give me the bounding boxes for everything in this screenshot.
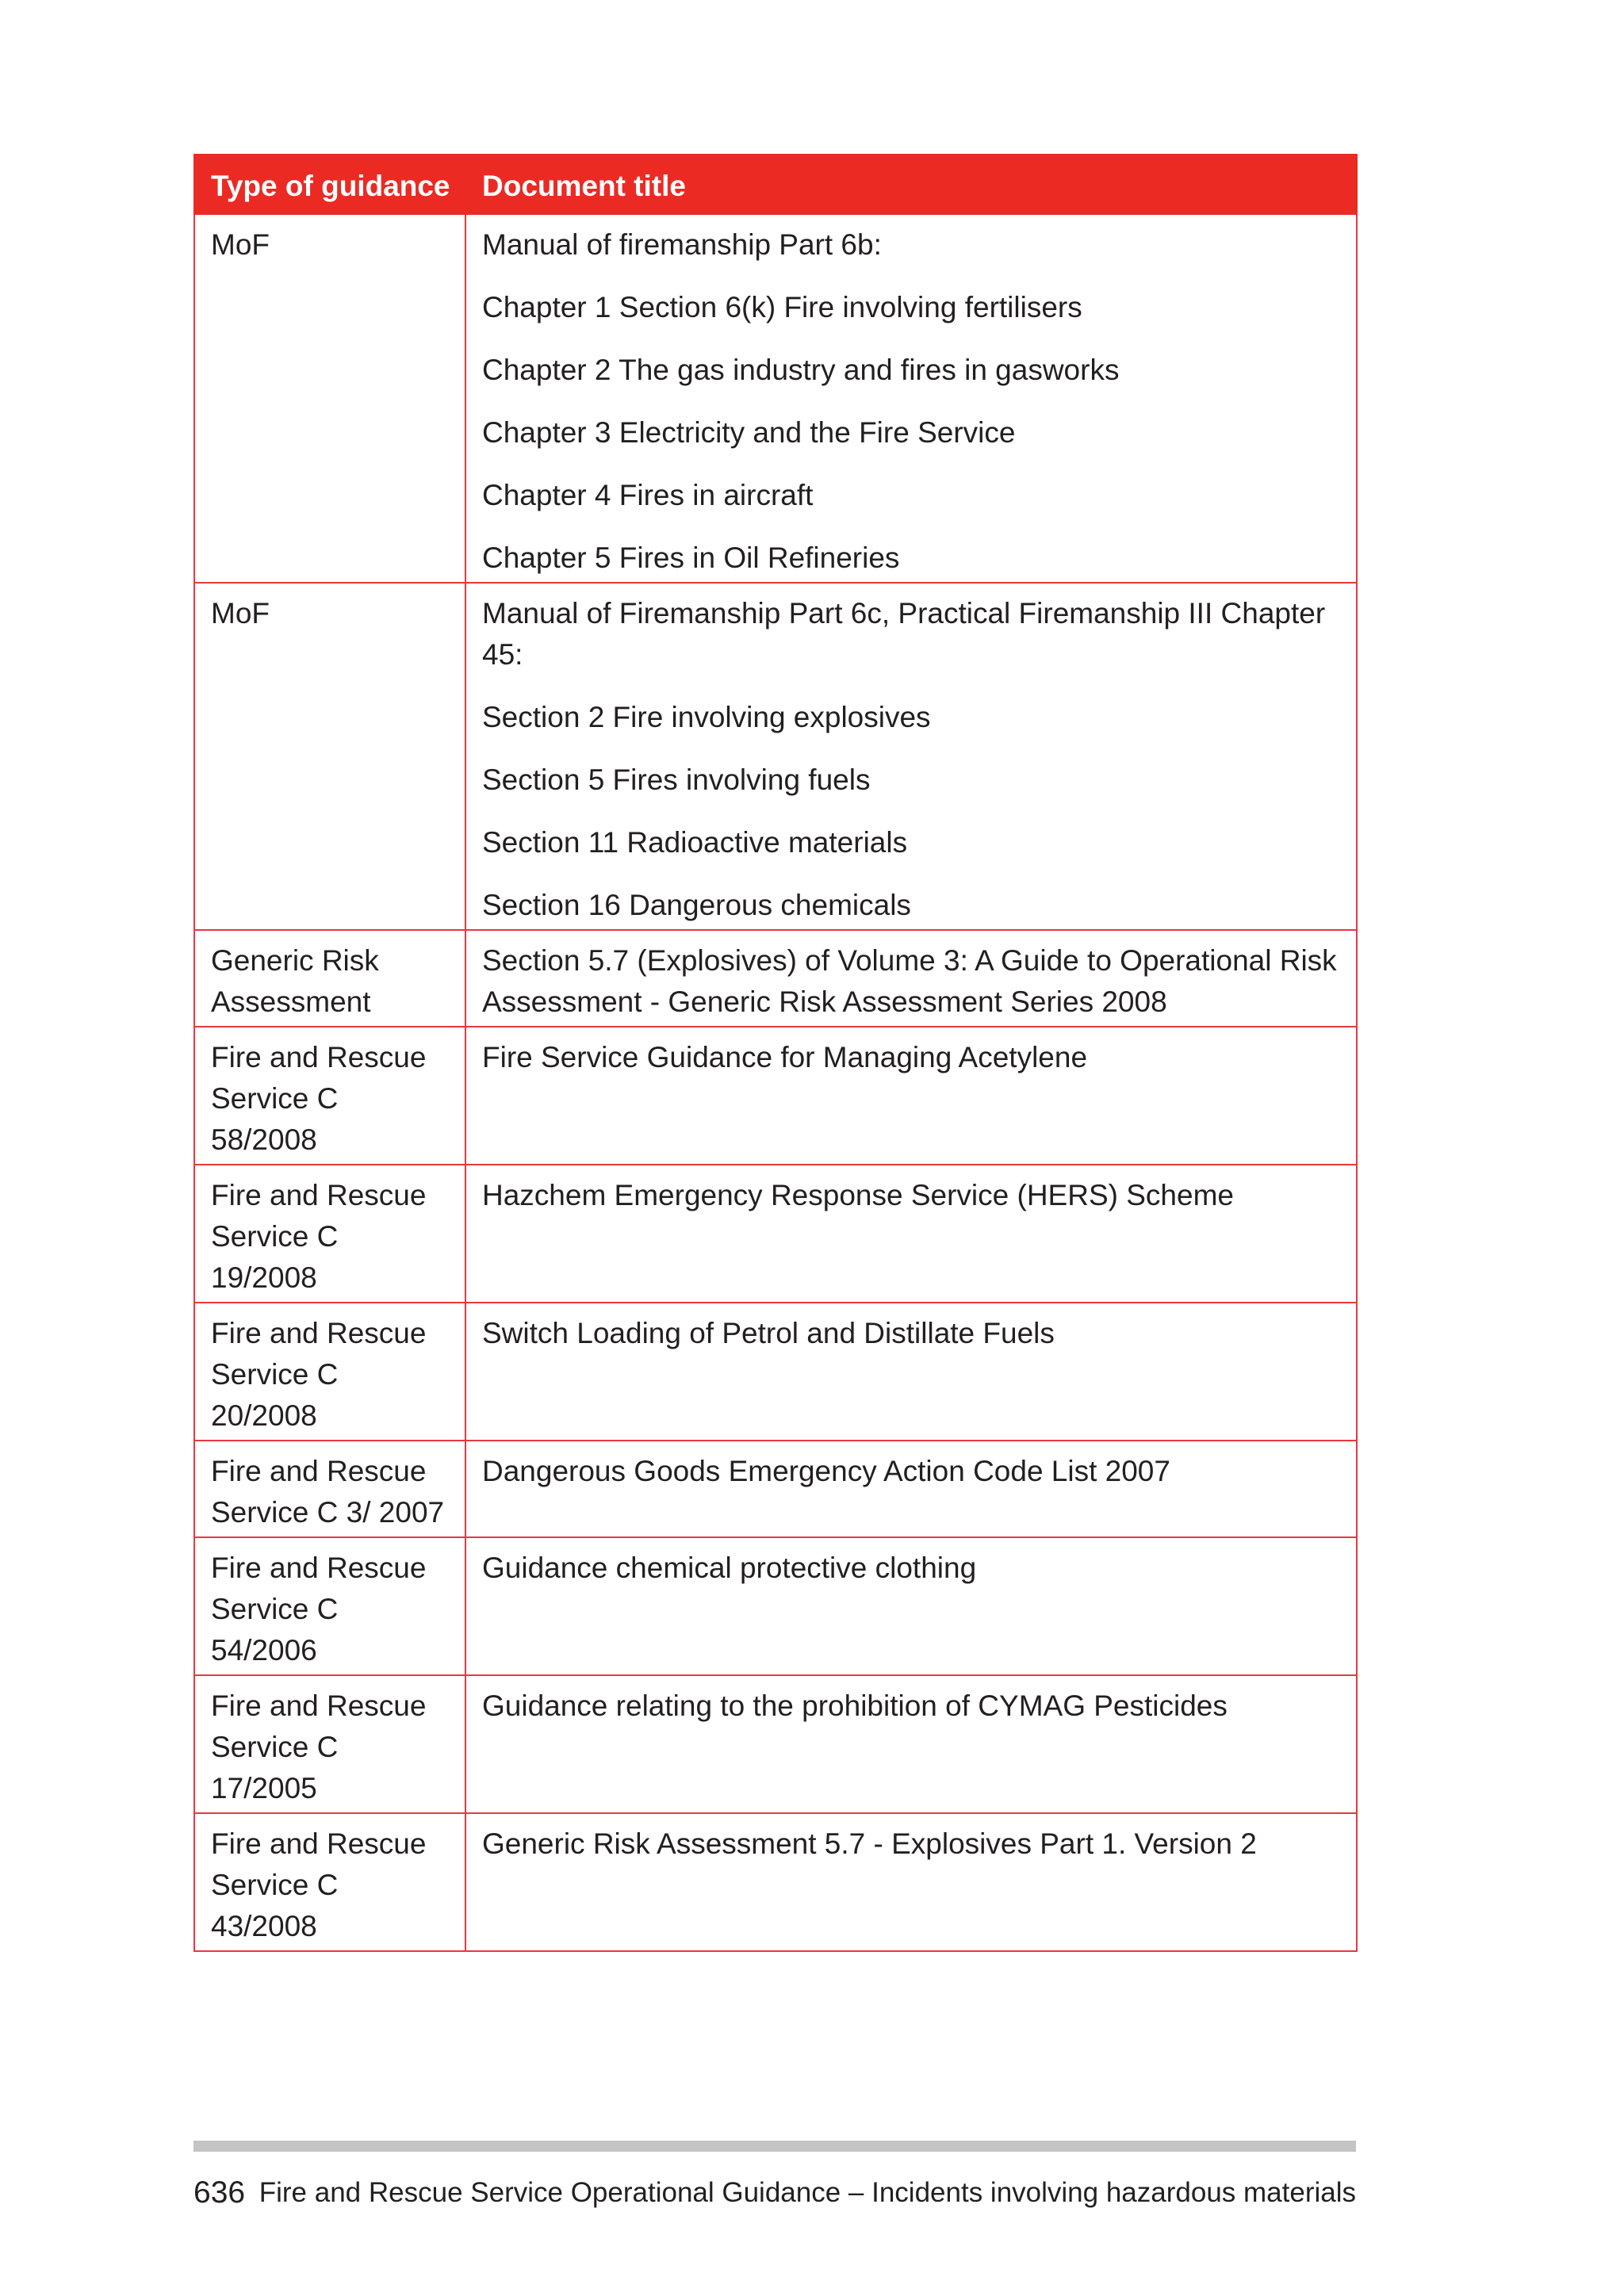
table-row bbox=[194, 930, 1357, 1027]
title-line: Section 11 Radioactive materials bbox=[482, 826, 908, 859]
type-cell bbox=[194, 583, 465, 930]
title-line: Section 5 Fires involving fuels bbox=[482, 763, 871, 796]
type-cell bbox=[194, 1441, 465, 1537]
table-header-row bbox=[194, 155, 1357, 214]
table-row bbox=[194, 1303, 1357, 1441]
title-line: Manual of Firemanship Part 6c, Practical Firemanship III Chapter 45: bbox=[482, 597, 1326, 671]
title-cell bbox=[465, 1813, 1357, 1951]
type-cell bbox=[194, 1813, 465, 1951]
title-line: Chapter 3 Electricity and the Fire Service bbox=[482, 416, 1016, 449]
column-header-document-title: Document title bbox=[465, 155, 1357, 214]
footer-document-title: Fire and Rescue Service Operational Guidance – Incidents involving hazardous materials bbox=[259, 2177, 1356, 2208]
type-text: Fire and Rescue Service C 19/2008 bbox=[211, 1179, 427, 1294]
type-text: Generic Risk Assessment bbox=[211, 944, 379, 1018]
title-line: Chapter 5 Fires in Oil Refineries bbox=[482, 541, 900, 574]
table-row bbox=[194, 1441, 1357, 1537]
column-header-type: Type of guidance bbox=[194, 155, 465, 214]
title-cell bbox=[465, 1027, 1357, 1165]
type-text: Fire and Rescue Service C 58/2008 bbox=[211, 1041, 427, 1156]
table-header bbox=[194, 155, 1357, 214]
type-cell bbox=[194, 1675, 465, 1813]
title-line: Manual of firemanship Part 6b: bbox=[482, 228, 882, 261]
title-cell bbox=[465, 1675, 1357, 1813]
table-body bbox=[194, 214, 1357, 1951]
title-cell bbox=[465, 583, 1357, 930]
title-line: Generic Risk Assessment 5.7 - Explosives Part 1. Version 2 bbox=[482, 1827, 1257, 1860]
table-row bbox=[194, 1027, 1357, 1165]
type-text: Fire and Rescue Service C 17/2005 bbox=[211, 1689, 427, 1804]
title-line: Guidance relating to the prohibition of CYMAG Pesticides bbox=[482, 1689, 1228, 1722]
title-line: Chapter 4 Fires in aircraft bbox=[482, 479, 814, 511]
type-text: Fire and Rescue Service C 3/ 2007 bbox=[211, 1455, 445, 1529]
title-line: Chapter 1 Section 6(k) Fire involving fertilisers bbox=[482, 291, 1082, 323]
title-cell bbox=[465, 1303, 1357, 1441]
title-line: Guidance chemical protective clothing bbox=[482, 1552, 977, 1584]
table-row bbox=[194, 214, 1357, 583]
type-text: Fire and Rescue Service C 54/2006 bbox=[211, 1552, 427, 1667]
title-line: Chapter 2 The gas industry and fires in gasworks bbox=[482, 354, 1120, 386]
table-row bbox=[194, 1813, 1357, 1951]
footer-divider bbox=[193, 2141, 1356, 2152]
table-row bbox=[194, 583, 1357, 930]
title-line: Fire Service Guidance for Managing Acetylene bbox=[482, 1041, 1088, 1073]
title-cell bbox=[465, 1441, 1357, 1537]
title-line: Section 5.7 (Explosives) of Volume 3: A Guide to Operational Risk Assessment - Generic Risk Assessment Series 2008 bbox=[482, 944, 1337, 1018]
type-text: Fire and Rescue Service C 43/2008 bbox=[211, 1827, 427, 1942]
title-cell bbox=[465, 930, 1357, 1027]
title-line: Section 16 Dangerous chemicals bbox=[482, 889, 911, 921]
table-row bbox=[194, 1165, 1357, 1303]
page-footer bbox=[193, 2169, 1356, 2217]
type-cell bbox=[194, 930, 465, 1027]
page-number: 636 bbox=[193, 2175, 246, 2210]
type-cell bbox=[194, 1303, 465, 1441]
type-cell bbox=[194, 1165, 465, 1303]
type-text: MoF bbox=[211, 597, 270, 629]
table-row bbox=[194, 1675, 1357, 1813]
title-line: Hazchem Emergency Response Service (HERS) Scheme bbox=[482, 1179, 1234, 1211]
type-cell bbox=[194, 1027, 465, 1165]
guidance-table bbox=[193, 154, 1358, 1952]
title-line: Switch Loading of Petrol and Distillate Fuels bbox=[482, 1317, 1055, 1349]
title-cell bbox=[465, 1537, 1357, 1675]
title-line: Section 2 Fire involving explosives bbox=[482, 701, 931, 733]
title-cell bbox=[465, 214, 1357, 583]
table-row bbox=[194, 1537, 1357, 1675]
type-text: MoF bbox=[211, 228, 270, 261]
type-text: Fire and Rescue Service C 20/2008 bbox=[211, 1317, 427, 1432]
type-cell bbox=[194, 214, 465, 583]
title-line: Dangerous Goods Emergency Action Code List 2007 bbox=[482, 1455, 1170, 1487]
title-cell bbox=[465, 1165, 1357, 1303]
type-cell bbox=[194, 1537, 465, 1675]
